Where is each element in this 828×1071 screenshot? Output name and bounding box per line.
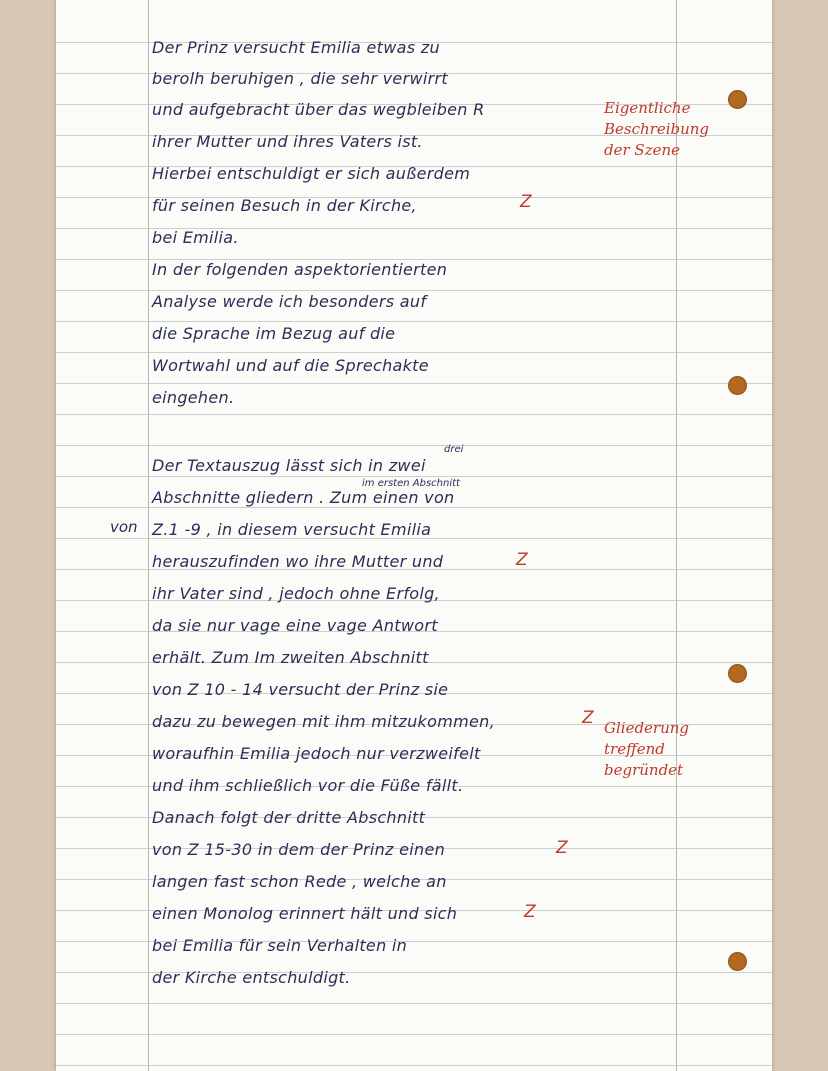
text-line: einen Monolog erinnert hält und sich xyxy=(152,904,458,923)
text-line: der Kirche entschuldigt. xyxy=(152,968,351,987)
text-line: die Sprache im Bezug auf die xyxy=(152,324,396,343)
text-line: ihr Vater sind , jedoch ohne Erfolg, xyxy=(152,584,440,603)
margin-note-von: von xyxy=(110,518,138,536)
side-note-line: begründet xyxy=(604,761,684,779)
text-line: eingehen. xyxy=(152,388,235,407)
text-line: und aufgebracht über das wegbleiben R xyxy=(152,100,485,119)
text-line: Analyse werde ich besonders auf xyxy=(152,292,427,311)
text-line: bei Emilia. xyxy=(152,228,239,247)
correction-mark: Z xyxy=(516,550,528,570)
side-note-gliederung xyxy=(604,718,689,781)
punch-hole xyxy=(728,90,747,109)
text-line: bei Emilia für sein Verhalten in xyxy=(152,936,408,955)
side-note-beschreibung xyxy=(604,98,709,161)
insertion-im-ersten: im ersten Abschnitt xyxy=(362,478,460,489)
correction-mark: Z xyxy=(520,192,532,212)
side-note-line: Gliederung xyxy=(604,719,690,737)
text-line: ihrer Mutter und ihres Vaters ist. xyxy=(152,132,423,151)
text-line: Abschnitte gliedern . Zum einen von xyxy=(152,488,455,507)
correction-mark: Z xyxy=(524,902,536,922)
text-line: dazu zu bewegen mit ihm mitzukommen, xyxy=(152,712,495,731)
text-line: und ihm schließlich vor die Füße fällt. xyxy=(152,776,464,795)
side-note-line: der Szene xyxy=(604,141,681,159)
text-line: Z.1 -9 , in diesem versucht Emilia xyxy=(152,520,432,539)
text-line: herauszufinden wo ihre Mutter und xyxy=(152,552,444,571)
text-line: erhält. Zum Im zweiten Abschnitt xyxy=(152,648,429,667)
text-line: Danach folgt der dritte Abschnitt xyxy=(152,808,426,827)
text-line: von Z 15-30 in dem der Prinz einen xyxy=(152,840,446,859)
notebook-page xyxy=(56,0,772,1071)
text-line: da sie nur vage eine vage Antwort xyxy=(152,616,438,635)
text-line: woraufhin Emilia jedoch nur verzweifelt xyxy=(152,744,481,763)
punch-hole xyxy=(728,664,747,683)
text-line: langen fast schon Rede , welche an xyxy=(152,872,447,891)
text-line: berolh beruhigen , die sehr verwirrt xyxy=(152,69,448,88)
text-line: In der folgenden aspektorientierten xyxy=(152,260,448,279)
text-line: Hierbei entschuldigt er sich außerdem xyxy=(152,164,471,183)
text-line: für seinen Besuch in der Kirche, xyxy=(152,196,417,215)
punch-hole xyxy=(728,376,747,395)
insertion-drei: drei xyxy=(444,444,464,455)
text-line: Der Textauszug lässt sich in zwei xyxy=(152,456,426,475)
side-note-line: Eigentliche xyxy=(604,99,691,117)
side-note-line: treffend xyxy=(604,740,665,758)
correction-mark: Z xyxy=(556,838,568,858)
correction-mark: Z xyxy=(582,708,594,728)
left-margin-line xyxy=(148,0,149,1071)
text-line: von Z 10 - 14 versucht der Prinz sie xyxy=(152,680,449,699)
text-line: Wortwahl und auf die Sprechakte xyxy=(152,356,429,375)
punch-hole xyxy=(728,952,747,971)
text-line: Der Prinz versucht Emilia etwas zu xyxy=(152,38,440,57)
side-note-line: Beschreibung xyxy=(604,120,710,138)
